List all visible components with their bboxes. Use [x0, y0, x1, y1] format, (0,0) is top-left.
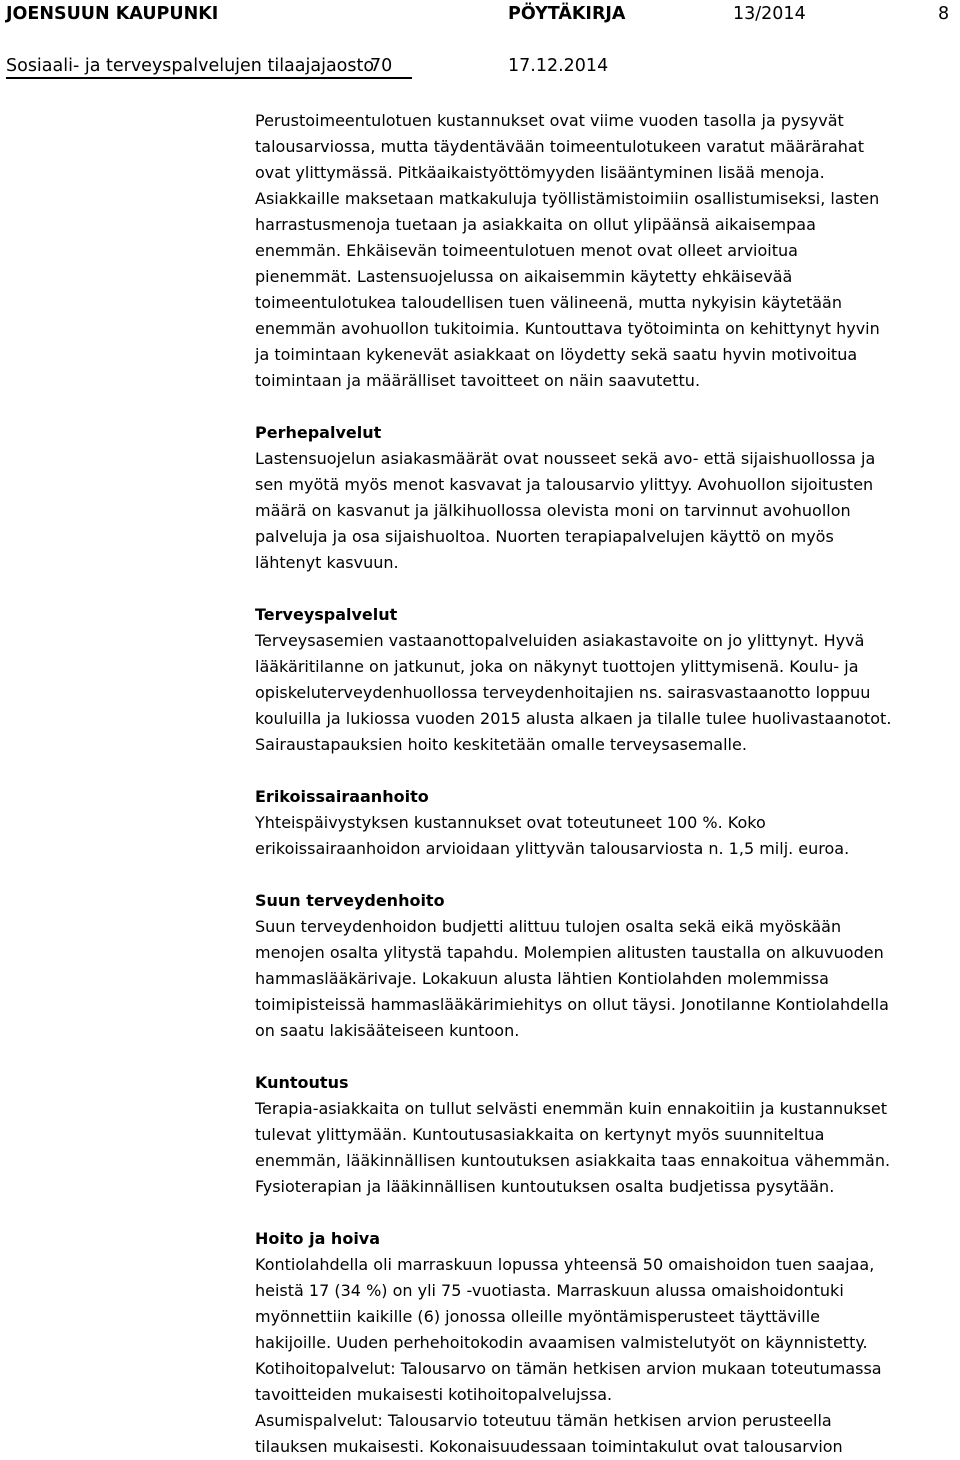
- section-heading: Erikoissairaanhoito: [255, 787, 429, 806]
- section-hoito-ja-hoiva: [255, 1226, 955, 1460]
- section-paragraph: Suun terveydenhoidon budjetti alittuu tulojen osalta sekä eikä myöskään menojen osalta ylitystä tapahdu. Molempien alitusten taustalla on alkuvuoden hammaslääkärivaje. Lokakuun alusta lähtien Kontiolahden molemmissa toimipisteissä hammaslääkärimiehitys on ollut täysi. Jonotilanne Kontiolahdella on saatu lakisääteiseen kuntoon.: [255, 917, 889, 1040]
- section-heading: Perhepalvelut: [255, 423, 382, 442]
- section-number: 70: [370, 56, 393, 76]
- section-suun-terveydenhoito: [255, 888, 955, 1044]
- page-number: 8: [938, 4, 950, 24]
- document-type: PÖYTÄKIRJA: [508, 4, 626, 24]
- intro-paragraph: Perustoimeentulotuen kustannukset ovat viime vuoden tasolla ja pysyvät talousarviossa, mutta täydentävään toimeentulotukeen varatut määrärahat ovat ylittymässä. Pitkäaikaistyöttömyyden lisääntyminen lisää menoja. Asiakkaille maksetaan matkakuluja työllistämistoimiin osallistumiseksi, lasten harrastusmenoja tuetaan ja asiakkaita on ollut ylipäänsä aikaisempaa enemmän. Ehkäisevän toimeentulotuen menot ovat olleet arvioitua pienemmät. Lastensuojelussa on aikaisemmin käytetty ehkäisevää toimeentulotukea taloudellisen tuen välineenä, mutta nykyisin käytetään enemmän avohuollon tukitoimia. Kuntouttava työtoiminta on kehittynyt hyvin ja toimintaan kykenevät asiakkaat on löydetty sekä saatu hyvin motivoitua toimintaan ja määrälliset tavoitteet on näin saavutettu.: [255, 111, 880, 390]
- intro-block: [255, 108, 955, 394]
- section-heading: Hoito ja hoiva: [255, 1229, 381, 1248]
- section-heading: Terveyspalvelut: [255, 605, 398, 624]
- header-underline: [6, 77, 412, 79]
- section-paragraph: Kontiolahdella oli marraskuun lopussa yhteensä 50 omaishoidon tuen saajaa, heistä 17 (34 %) on yli 75 -vuotiasta. Marraskuun alussa omaishoidontuki myönnettiin kaikille (6) jonossa olleille myöntämisperusteet täyttäville hakijoille. Uuden perhehoitokodin avaamisen valmistelutyöt on käynnistetty. Kotihoitopalvelut: Talousarvo on tämän hetkisen arvion mukaan toteutumassa tavoitteiden mukaisesti kotihoitopalvelujssa. Asumispalvelut: Talousarvio toteutuu tämän hetkisen arvion perusteella tilauksen mukaisesti. Kokonaisuudessaan toimintakulut ovat talousarvion: [255, 1255, 882, 1456]
- section-paragraph: Terveysasemien vastaanottopalveluiden asiakastavoite on jo ylittynyt. Hyvä lääkäritilanne on jatkunut, joka on näkynyt tuottojen ylittymisenä. Koulu- ja opiskeluterveydenhuollossa terveydenhoitajien ns. sairasvastaanotto loppuu kouluilla ja lukiossa vuoden 2015 alusta alkaen ja tilalle tulee huolivastaanotot. Sairaustapauksien hoito keskitetään omalle terveysasemalle.: [255, 631, 892, 754]
- section-paragraph: Terapia-asiakkaita on tullut selvästi enemmän kuin ennakoitiin ja kustannukset tulevat ylittymään. Kuntoutusasiakkaita on kertynyt myös suunniteltua enemmän, lääkinnällisen kuntoutuksen asiakkaita taas ennakoitua vähemmän. Fysioterapian ja lääkinnällisen kuntoutuksen osalta budjetissa pysytään.: [255, 1099, 891, 1196]
- document-number: 13/2014: [733, 4, 806, 24]
- section-heading: Kuntoutus: [255, 1073, 349, 1092]
- section-erikoissairaanhoito: [255, 784, 955, 862]
- section-kuntoutus: [255, 1070, 955, 1200]
- committee-name: Sosiaali- ja terveyspalvelujen tilaajajaosto: [6, 56, 375, 76]
- section-paragraph: Lastensuojelun asiakasmäärät ovat nousseet sekä avo- että sijaishuollossa ja sen myötä myös menot kasvavat ja talousarvio ylittyy. Avohuollon sijoitusten määrä on kasvanut ja jälkihuollossa olevista moni on tarvinnut avohuollon palveluja ja osa sijaishuoltoa. Nuorten terapiapalvelujen käyttö on myös lähtenyt kasvuun.: [255, 449, 876, 572]
- section-perhepalvelut: [255, 420, 955, 576]
- organization-name: JOENSUUN KAUPUNKI: [6, 4, 219, 24]
- section-paragraph: Yhteispäivystyksen kustannukset ovat toteutuneet 100 %. Koko erikoissairaanhoidon arvioidaan ylittyvän talousarviosta n. 1,5 milj. euroa.: [255, 813, 850, 858]
- meeting-date: 17.12.2014: [508, 56, 609, 76]
- section-heading: Suun terveydenhoito: [255, 891, 445, 910]
- section-terveyspalvelut: [255, 602, 955, 758]
